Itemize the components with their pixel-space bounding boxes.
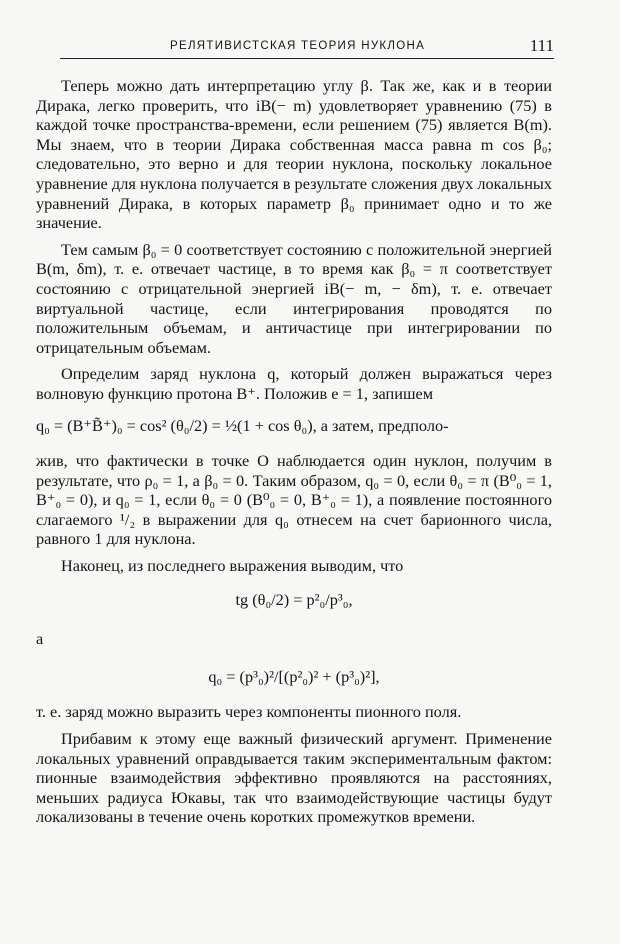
equation-tangent: tg (θ₀/2) = p²₀/p³₀, — [235, 589, 353, 609]
paragraph-nucleon-observed: жив, что фактически в точке O наблюдается один нуклон, получим в результате, что ρ₀ = 1, а β₀ = 0. Таким образом, q₀ = 0, если θ₀ = π (B⁰₀ = 1, B⁺₀ = 0), и q₀ = 1, если θ₀ = 0 (B⁰₀ = 0, B⁺₀ = 1), а появление постоянного слагаемого ¹/₂ в выражении для q₀ отнесем на счет барионного числа, равного 1 для нуклона. — [36, 451, 552, 549]
paragraph-charge-definition: Определим заряд нуклона q, который должен выражаться через волновую функцию протона B⁺. Положив e = 1, запишем — [36, 364, 552, 403]
page-body — [36, 76, 552, 834]
running-header — [60, 36, 554, 60]
paragraph-interpretation: Теперь можно дать интерпретацию углу β. Так же, как и в теории Дирака, легко проверить, что iB(− m) удовлетворяет уравнению (75) в каждой точке пространства-времени, если решением (75) является B(m). Мы знаем, что в теории Дирака собственная масса равна m cos β₀; следовательно, это верно и для теории нуклона, поскольку локальное уравнение для нуклона получается в результате сложения двух локальных уравнений Дирака, в которых параметр β₀ принимает одно и то же значение. — [36, 76, 552, 233]
paragraph-physical-argument: Прибавим к этому еще важный физический аргумент. Применение локальных уравнений оправдывается таким экспериментальным фактом: пионные взаимодействия эффективно проявляются на расстояниях, меньших радиуса Юкавы, так что взаимодействующие частицы будут локализованы в течение очень коротких промежутков времени. — [36, 729, 552, 827]
header-rule — [60, 58, 554, 59]
page-number: 111 — [529, 36, 554, 55]
paragraph-finally: Наконец, из последнего выражения выводим, что — [61, 556, 404, 576]
header-title: РЕЛЯТИВИСТСКАЯ ТЕОРИЯ НУКЛОНА — [170, 40, 426, 52]
equation-charge: q₀ = (B⁺B̃⁺)₀ = cos² (θ₀/2) = ½(1 + cos θ₀), а затем, предполо- — [36, 415, 449, 435]
paragraph-conjunction: а — [36, 629, 44, 649]
equation-charge-pion: q₀ = (p³₀)²/[(p²₀)² + (p³₀)²], — [208, 666, 380, 686]
paragraph-pion-field: т. е. заряд можно выразить через компоненты пионного поля. — [36, 702, 462, 722]
paragraph-energy-states: Тем самым β₀ = 0 соответствует состоянию с положительной энергией B(m, δm), т. е. отвечает частице, в то время как β₀ = π соответствует состоянию с отрицательной энергией iB(− m, − δm), т. е. отвечает виртуальной частице, если интегрирования проводятся по положительным объемам, и античастице при интегрировании по отрицательным объемам. — [36, 239, 552, 357]
